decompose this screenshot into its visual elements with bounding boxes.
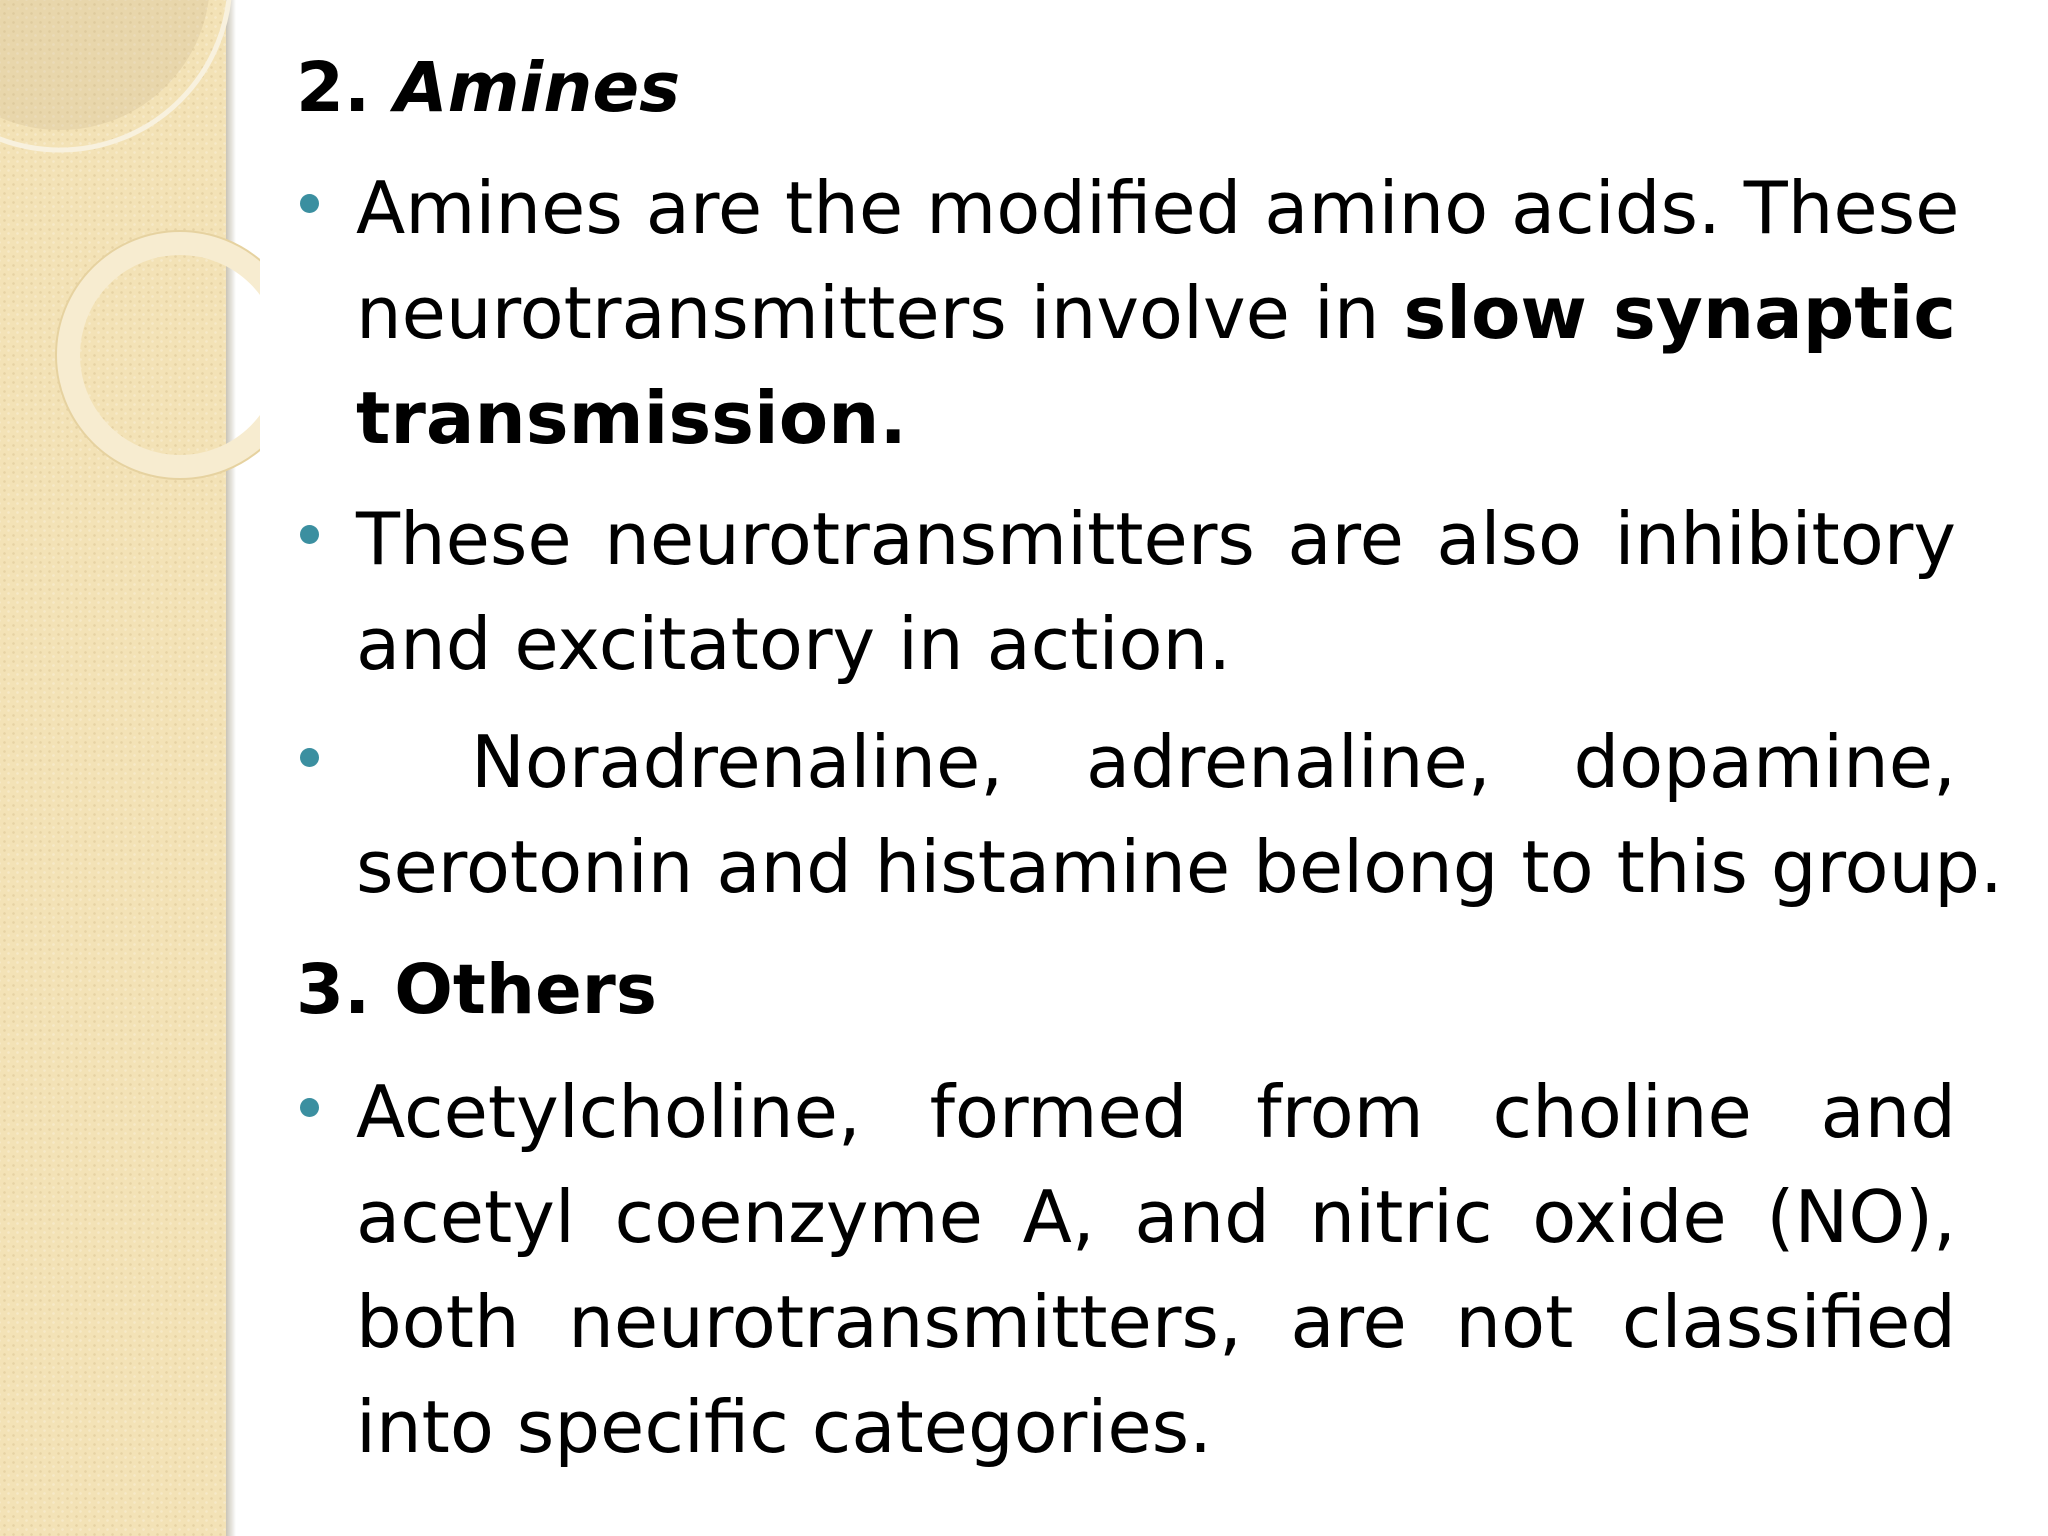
bullet-line: serotonin and histamine belong to this group. [356, 825, 2003, 909]
section-number: 2. [296, 48, 395, 128]
section-label: Others [394, 950, 657, 1030]
bullet-line: and excitatory in action. [356, 602, 1232, 686]
section-number: 3. [296, 950, 395, 1030]
decorative-ring-outline [56, 231, 260, 479]
bullet-line-text: neurotransmitters involve in [356, 271, 1404, 355]
bullet-line: into specific categories. [356, 1385, 1213, 1469]
bullet-item [356, 1060, 1956, 1480]
bullet-line [356, 366, 1956, 471]
bullet-line [356, 261, 1956, 366]
bullet-item [356, 156, 1960, 471]
bullet-line: acetyl coenzyme A, and nitric oxide (NO), [356, 1175, 1956, 1259]
section-heading-others [296, 940, 657, 1040]
bullet-item [356, 710, 2003, 920]
bullet-line: Noradrenaline, adrenaline, dopamine, [471, 720, 1956, 804]
bullet-dot-icon [300, 525, 319, 544]
bold-text: slow synaptic [1403, 271, 1957, 355]
bullet-dot-icon [300, 194, 319, 213]
decorative-rings [0, 0, 260, 520]
slide-content [296, 0, 2003, 1536]
bullet-line: Amines are the modified amino acids. These [356, 166, 1960, 250]
section-heading-amines [296, 38, 680, 138]
bullet-dot-icon [300, 748, 319, 767]
decorative-ring-medium [68, 243, 260, 467]
bold-text: transmission. [356, 376, 907, 460]
decorative-disc [0, 0, 210, 130]
bullet-line: These neurotransmitters are also inhibitory [356, 497, 1956, 581]
bullet-line: Acetylcholine, formed from choline and [356, 1070, 1956, 1154]
bullet-item [356, 487, 1956, 697]
section-label: Amines [394, 48, 681, 128]
bullet-dot-icon [300, 1098, 319, 1117]
bullet-line: both neurotransmitters, are not classified [356, 1280, 1956, 1364]
